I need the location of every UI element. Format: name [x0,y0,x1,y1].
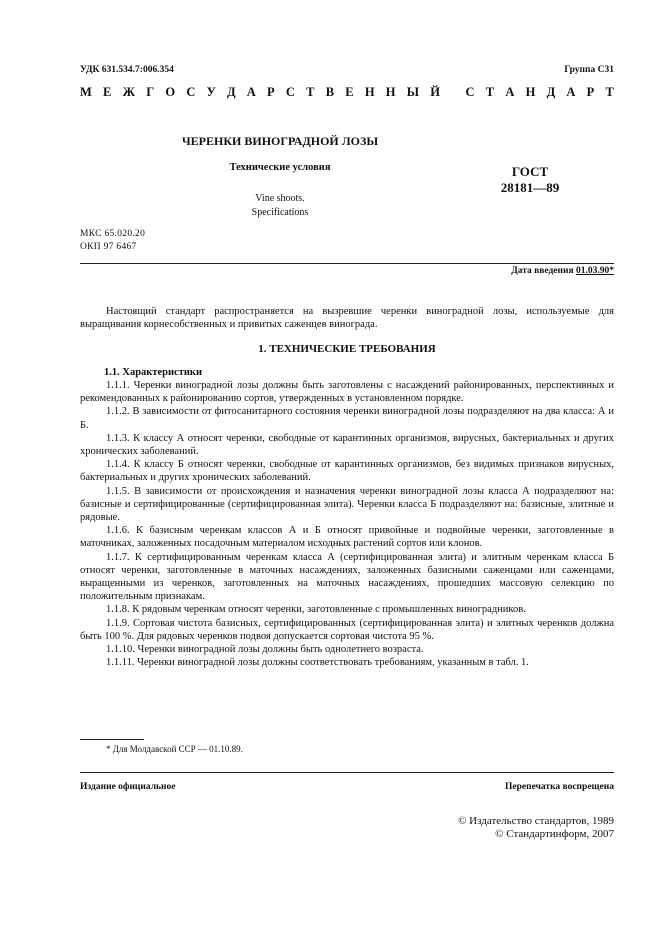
gost-number [480,164,580,196]
banner-letter: У [206,85,216,99]
banner-letter: А [566,85,576,99]
english-title-line: Specifications [251,207,309,218]
clause-paragraph: 1.1.7. К сертифицированным черенкам класса А (сертифицированная элита) и элитным черенкам класса Б относят черенки, заготовленные в маточных насаждениях, заложенных базисными саженцами или саженцами, выращенными из черенков, заготовленных на маточных насаждениях, прошедших массовую селекцию по положительным признакам. [80,551,614,603]
copyright-line: © Стандартинформ, 2007 [495,828,614,840]
subsection-heading: 1.1. Характеристики [104,367,203,378]
banner-letter: Т [306,85,315,99]
banner-letter: Д [546,85,556,99]
clause-paragraph: 1.1.10. Черенки виноградной лозы должны быть однолетнего возраста. [106,644,424,656]
footnote-divider [80,739,144,740]
section-heading: 1. ТЕХНИЧЕСКИЕ ТРЕБОВАНИЯ [258,343,436,355]
banner-letter: О [165,85,176,99]
banner-letter: Т [485,85,495,99]
banner-letter: Д [226,85,236,99]
official-edition-label: Издание официальное [80,782,176,792]
clause-paragraph: 1.1.8. К рядовым черенкам относят черенки, заготовленные с промышленных виноградников. [106,604,526,616]
gost-code: 28181—89 [500,180,560,195]
okp-code: ОКП 97 6467 [80,242,137,252]
banner-letter: Г [146,85,155,99]
banner-letter: Р [586,85,595,99]
gost-label: ГОСТ [511,164,549,179]
banner-letter: Р [267,85,275,99]
interstate-standard-banner [80,85,614,100]
banner-letter: С [285,85,295,99]
effective-date [511,266,614,276]
banner-letter: Е [345,85,354,99]
banner-letter: Н [364,85,375,99]
header-divider [80,263,614,264]
udk-code: УДК 631.534.7:006.354 [80,65,174,75]
banner-letter: Й [430,85,440,99]
banner-letter: А [246,85,256,99]
clause-paragraph: 1.1.3. К классу А относят черенки, свободные от карантинных организмов, вирусных, бактериальных и других хронических заболеваний. [80,432,614,458]
group-code: Группа С31 [564,65,614,75]
effective-date-value: 01.03.90* [576,266,614,276]
clause-paragraph: 1.1.11. Черенки виноградной лозы должны соответствовать требованиям, указанным в табл. 1. [106,657,529,669]
footer-divider [80,772,614,773]
clause-paragraph: 1.1.2. В зависимости от фитосанитарного состояния черенки виноградной лозы подразделяют на два класса: А и Б. [80,406,614,431]
banner-letter: Н [385,85,396,99]
banner-gap [451,85,454,100]
requirements-list [80,379,614,669]
banner-letter: М [80,85,92,99]
reprint-prohibited-label: Перепечатка воспрещена [504,782,614,792]
banner-letter: С [186,85,196,99]
effective-date-label: Дата введения [511,266,574,276]
copyright-line: © Издательство стандартов, 1989 [458,815,614,827]
banner-letter: Е [103,85,112,99]
clause-paragraph: 1.1.4. К классу Б относят черенки, свободные от карантинных организмов, без видимых признаков вирусных, бактериальных и других хронических заболеваний. [80,459,614,484]
intro-text: Настоящий стандарт распространяется на вызревшие черенки виноградной лозы, используемые для выращивания корнесобственных и привитых саженцев винограда. [80,306,614,331]
english-title [80,192,480,220]
document-subtitle: Технические условия [229,162,331,173]
banner-letter: Н [525,85,536,99]
banner-letter: Ж [122,85,135,99]
banner-letter: С [465,85,475,99]
classification-codes [80,228,145,254]
clause-paragraph: 1.1.1. Черенки виноградной лозы должны быть заготовлены с насаждений районированных, перспективных и рекомендованных к районированию сортов, утвержденных в установленном порядке. [80,380,614,405]
mks-code: МКС 65.020.20 [80,229,146,239]
banner-letter: А [505,85,515,99]
copyright-block [458,815,614,841]
banner-letter: Ы [406,85,420,99]
clause-paragraph: 1.1.5. В зависимости от происхождения и назначения черенки виноградной лозы класса А подразделяют на: базисные и сертифицированные (сертифицированная элита). Черенки класса Б подразделяют на: базисные, элитные и рядовые. [80,485,614,524]
document-title: ЧЕРЕНКИ ВИНОГРАДНОЙ ЛОЗЫ [181,134,379,148]
banner-letter: Т [605,85,614,99]
footnote: * Для Молдавской ССР — 01.10.89. [106,744,243,754]
clause-paragraph: 1.1.9. Сортовая чистота базисных, сертифицированных (сертифицированная элита) и элитных черенков должна быть 100 %. Для рядовых черенков подвоя допускается сортовая чистота 95 %. [80,617,614,642]
intro-paragraph [80,305,614,331]
english-title-line: Vine shoots. [255,193,305,204]
clause-paragraph: 1.1.6. К базисным черенкам классов А и Б относят привойные и подвойные черенки, заготовленные в маточниках, заложенных посадочным материалом исходных растений сортов или клонов. [80,525,614,550]
banner-letter: В [325,85,335,99]
